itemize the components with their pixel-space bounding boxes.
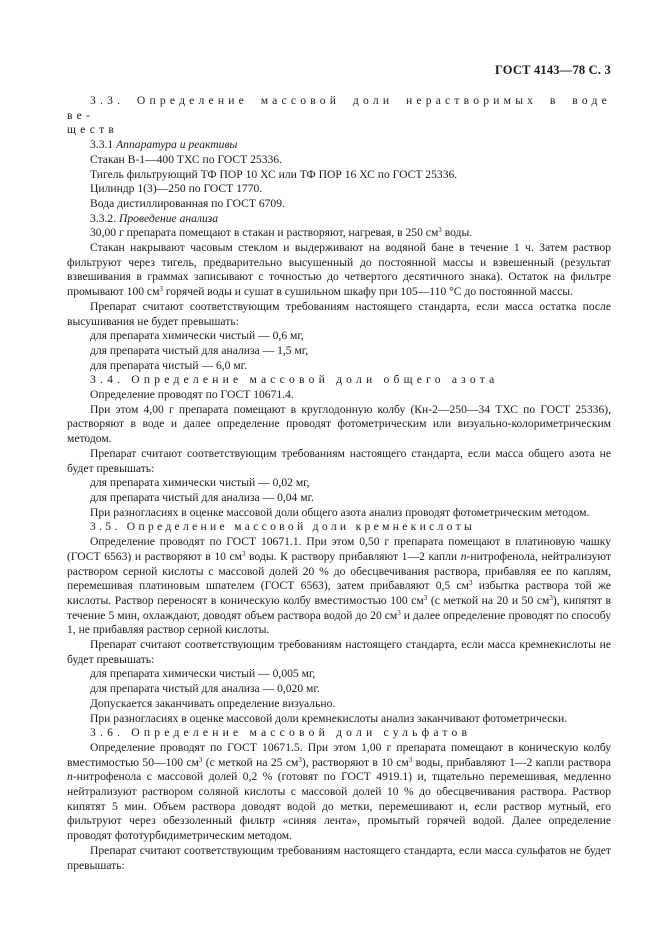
page-content — [67, 94, 611, 873]
text-run: 30,00 г препарата помещают в стакан и растворяют, нагревая, в 250 см — [90, 226, 439, 240]
section-heading-3-3-cont: ществ — [67, 123, 119, 137]
list-item: для препарата чистый для анализа — 0,020 мг. — [90, 682, 320, 696]
section-heading-3-3: 3.3. Определение массовой доли нерастворимых в воде ве- — [67, 94, 611, 122]
superscript: 3 — [408, 755, 413, 764]
text-run: Определение проводят по ГОСТ 10671.5. При этом 1,00 г препарата помещают в коническую колбу вместимостью 50—100 см — [67, 740, 611, 769]
text-run: избытка раствора той же кислоты. Раствор переносят в коническую колбу вместимостью 100 см — [67, 579, 612, 607]
section-heading-3-5: 3.5. Определение массовой доли кремнекислоты — [90, 520, 476, 534]
subsection-title: Аппаратура и реактивы — [116, 138, 238, 152]
list-item: для препарата химически чистый — 0,005 мг, — [90, 667, 316, 681]
italic-run: n — [460, 549, 467, 563]
text-run: и далее определение проводят по способу 1, не прибавляя раствор серной кислоты. — [67, 608, 612, 637]
paragraph: Допускается заканчивать определение визуально. — [90, 696, 336, 710]
text-run: (с меткой на 25 см — [202, 755, 299, 769]
italic-run: n — [67, 770, 73, 784]
superscript: 3 — [198, 755, 203, 764]
paragraph: При этом 4,00 г препарата помещают в круглодонную колбу (Кн-2—250—34 ТХС по ГОСТ 25336), растворяют в воде и далее определение проводят фотометрическим или визуально-колориметрическим методом. — [67, 402, 611, 446]
text-run: горячей воды и сушат в сушильном шкафу при 105—110 °С до постоянной массы. — [162, 285, 573, 299]
text-run: -нитрофенола с массовой долей 0,2 % (готовят по ГОСТ 4919.1) и, тщательно перемешивая, медленно нейтрализуют раствором соляной кислоты с массовой долей 10 % до обесцвечивания раствора. Раствор кипятят 5 мин. Объем раствора доводят водой до метки, перемешивают и, если раствор мутный, его фильтруют через обеззоленный фильтр «синяя лента», промытый горячей водой. Далее определение проводят фототурбидиметрическим методом. — [67, 770, 611, 843]
superscript: 3 — [423, 593, 428, 602]
section-heading-3-4: 3.4. Определение массовой доли общего азота — [90, 373, 499, 387]
apparatus-line: Цилиндр 1(3)—250 по ГОСТ 1770. — [90, 182, 263, 196]
superscript: 3 — [298, 755, 302, 764]
text-run: ), кипятят в течение 5 мин, охлаждают, доводят объем раствора водой до 20 см — [67, 593, 611, 622]
subsection-title: Проведение анализа — [118, 211, 219, 225]
apparatus-line: Вода дистиллированная по ГОСТ 6709. — [90, 196, 285, 210]
superscript: 3 — [438, 226, 442, 235]
list-item: для препарата химически чистый — 0,6 мг, — [90, 329, 304, 343]
paragraph — [67, 535, 611, 638]
paragraph: При разногласиях в оценке массовой доли общего азота анализ проводят фотометрическим методом. — [90, 505, 590, 519]
subsection-3-3-1 — [67, 138, 611, 153]
text-run: -нитрофенола, нейтрализуют раствором серной кислоты с массовой долей 20 % до обесцвечивания раствора, прибавляя ее по каплям, перемешивая платиновым шпателем (ГОСТ 6563), затем прибавляют 0,5 см — [67, 549, 611, 593]
text-run: Определение проводят по ГОСТ 10671.1. При этом 0,50 г препарата помещают в платиновую чашку (ГОСТ 6563) и растворяют в 10 см — [67, 535, 611, 563]
text-run: воды, прибавляют 1—2 капли раствора — [412, 755, 612, 769]
paragraph: Препарат считают соответствующим требованиям настоящего стандарта, если масса кремнекислоты не будет превышать: — [67, 638, 611, 666]
superscript: 3 — [397, 608, 401, 617]
superscript: 3 — [159, 285, 163, 294]
list-item: для препарата чистый для анализа — 0,04 мг. — [90, 490, 314, 504]
subsection-3-3-2 — [67, 212, 611, 227]
subsection-number: 3.3.1 — [90, 138, 117, 152]
paragraph: Препарат считают соответствующим требованиям настоящего стандарта, если масса сульфатов не будет превышать: — [67, 843, 611, 872]
paragraph — [67, 226, 611, 241]
superscript: 3 — [549, 593, 553, 602]
text-run: Стакан накрывают часовым стеклом и выдерживают на водяной бане в течение 1 ч. Затем раствор фильтруют через тигель, предварительно высушенный до постоянной массы и взвешенный (результат взвешивания в граммах записывают с точностью до четвертого десятичного знака). Остаток на фильтре промывают 100 см — [67, 241, 611, 299]
superscript: 3 — [242, 549, 246, 558]
paragraph: При разногласиях в оценке массовой доли кремнекислоты анализ заканчивают фотометрически. — [90, 711, 568, 725]
apparatus-line: Стакан В-1—400 ТХС по ГОСТ 25336. — [90, 152, 282, 166]
paragraph: Препарат считают соответствующим требованиям настоящего стандарта, если масса остатка после высушивания не будет превышать: — [67, 299, 611, 328]
list-item: для препарата чистый — 6,0 мг. — [90, 358, 248, 372]
text-run: воды. — [441, 226, 473, 240]
page-header: ГОСТ 4143—78 С. 3 — [494, 63, 611, 77]
subsection-number: 3.3.2. — [90, 211, 119, 225]
paragraph — [67, 741, 611, 844]
paragraph: Определение проводят по ГОСТ 10671.4. — [90, 388, 294, 402]
list-item: для препарата химически чистый — 0,02 мг, — [90, 476, 310, 490]
paragraph — [67, 241, 611, 300]
paragraph: Препарат считают соответствующим требованиям настоящего стандарта, если масса общего азота не будет превышать: — [67, 446, 611, 475]
text-run: (с меткой на 20 и 50 см — [427, 593, 550, 607]
text-run: ), растворяют в 10 см — [301, 755, 409, 769]
superscript: 3 — [468, 579, 473, 588]
apparatus-line: Тигель фильтрующий ТФ ПОР 10 ХС или ТФ ПОР 16 ХС по ГОСТ 25336. — [90, 167, 458, 181]
list-item: для препарата чистый для анализа — 1,5 мг, — [90, 343, 309, 357]
section-heading-3-6: 3.6. Определение массовой доли сульфатов — [90, 726, 472, 740]
text-run: воды. К раствору прибавляют 1—2 капли — [245, 549, 461, 563]
